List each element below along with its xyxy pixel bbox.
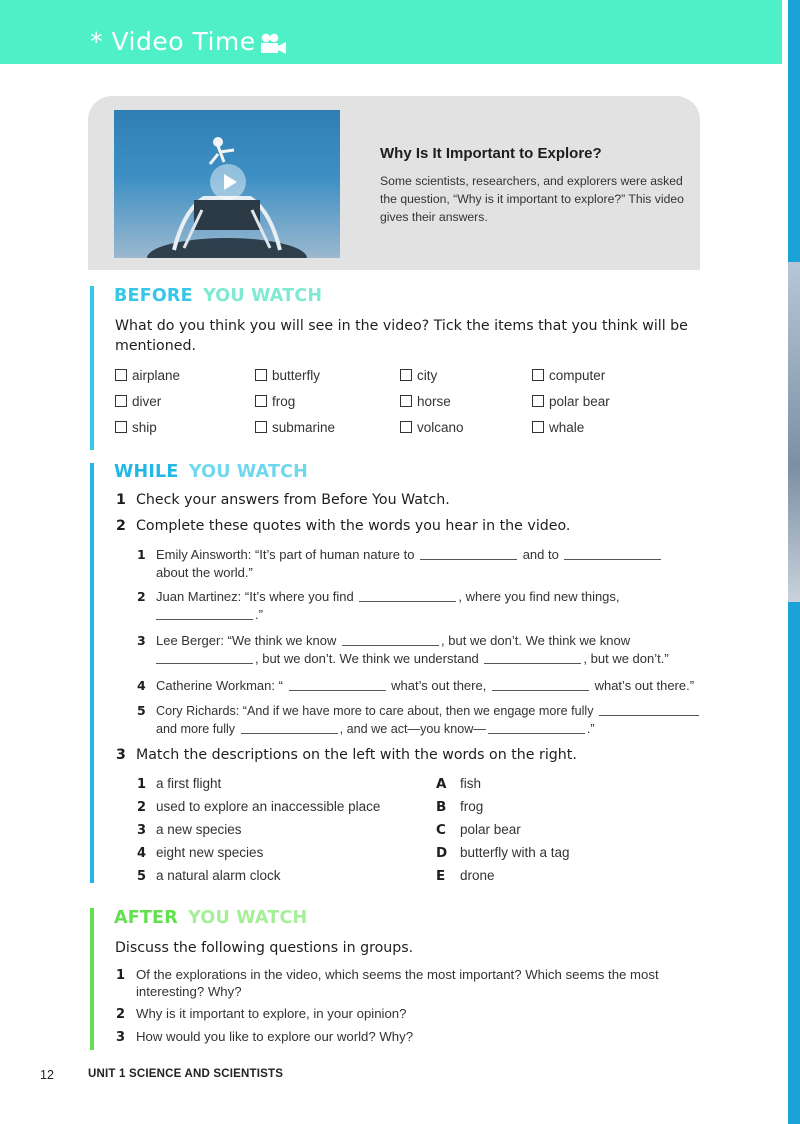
play-button[interactable] (210, 164, 246, 200)
discussion-question: 1 Of the explorations in the video, which seems the most important? Which seems the most interesting? Why? (116, 967, 659, 999)
answer-blank[interactable] (156, 652, 253, 664)
answer-blank[interactable] (241, 722, 338, 734)
before-heading-a: BEFORE (114, 286, 193, 306)
answer-blank[interactable] (420, 548, 517, 560)
checkbox-icon[interactable] (115, 421, 127, 433)
checkbox-item[interactable]: polar bear (532, 394, 610, 409)
checkbox-icon[interactable] (115, 395, 127, 407)
checkbox-icon[interactable] (255, 369, 267, 381)
after-heading (114, 908, 307, 928)
while-heading (114, 462, 308, 482)
edge-photo (788, 262, 800, 602)
quote-item: 2 Juan Martinez: “It’s where you find , where you find new things, .” (137, 589, 620, 622)
answer-blank[interactable] (342, 634, 439, 646)
answer-blank[interactable] (359, 590, 456, 602)
checkbox-item[interactable]: diver (115, 394, 161, 409)
after-heading-b: YOU WATCH (188, 908, 308, 928)
checkbox-item[interactable]: whale (532, 420, 584, 435)
video-description: Some scientists, researchers, and explorers were asked the question, “Why is it important to explore?” This video gives their answers. (380, 174, 684, 224)
answer-blank[interactable] (488, 722, 585, 734)
after-heading-a: AFTER (114, 908, 178, 928)
after-section-bar (90, 908, 94, 1050)
checkbox-icon[interactable] (400, 369, 412, 381)
answer-blank[interactable] (599, 704, 699, 716)
match-right-item: B frog (436, 799, 484, 815)
checkbox-icon[interactable] (400, 395, 412, 407)
page-edge-strip (788, 0, 800, 1124)
checkbox-item[interactable]: frog (255, 394, 295, 409)
page-number: 12 (40, 1068, 54, 1082)
discussion-question: 2 Why is it important to explore, in your opinion? (116, 1006, 407, 1022)
match-right-item: E drone (436, 868, 495, 884)
section-title: * Video Time (90, 27, 256, 56)
video-camera-icon (259, 33, 287, 55)
quote-item: 4 Catherine Workman: “ what’s out there, what’s out there.” (137, 678, 695, 693)
answer-blank[interactable] (564, 548, 661, 560)
checkbox-icon[interactable] (532, 369, 544, 381)
after-instruction: Discuss the following questions in groups. (115, 940, 414, 956)
while-heading-a: WHILE (114, 462, 179, 482)
discussion-question: 3 How would you like to explore our world? Why? (116, 1029, 414, 1045)
while-question-2: 2 Complete these quotes with the words you hear in the video. (116, 518, 571, 534)
match-left-item: 5 a natural alarm clock (137, 868, 281, 884)
match-right-item: D butterfly with a tag (436, 845, 570, 861)
match-right-item: A fish (436, 776, 482, 792)
match-left-item: 4 eight new species (137, 845, 264, 861)
answer-blank[interactable] (484, 652, 581, 664)
while-heading-b: YOU WATCH (188, 462, 309, 482)
match-left-item: 1 a first flight (137, 776, 222, 792)
video-thumbnail[interactable] (114, 110, 340, 258)
before-instruction: What do you think you will see in the video? Tick the items that you think will be mentioned. (115, 318, 688, 354)
checkbox-item[interactable]: volcano (400, 420, 464, 435)
video-title: Why Is It Important to Explore? (380, 145, 602, 162)
while-question-1: 1 Check your answers from Before You Watch. (116, 492, 450, 508)
checkbox-icon[interactable] (532, 421, 544, 433)
before-heading (114, 286, 322, 306)
while-question-3: 3 Match the descriptions on the left with the words on the right. (116, 747, 577, 763)
quote-item: 5 Cory Richards: “And if we have more to care about, then we engage more fully and more fully , and we act—you know— .” (137, 702, 701, 738)
match-right-item: C polar bear (436, 822, 521, 838)
answer-blank[interactable] (492, 679, 589, 691)
match-left-item: 3 a new species (137, 822, 242, 838)
unit-label: UNIT 1 SCIENCE AND SCIENTISTS (88, 1068, 284, 1080)
quote-item: 3 Lee Berger: “We think we know , but we don’t. We think we know , but we don’t. We think we understand , but we don’t.” (137, 633, 669, 666)
checkbox-item[interactable]: horse (400, 394, 451, 409)
checkbox-item[interactable]: airplane (115, 368, 180, 383)
match-left-item: 2 used to explore an inaccessible place (137, 799, 381, 815)
answer-blank[interactable] (156, 608, 253, 620)
answer-blank[interactable] (289, 679, 386, 691)
checkbox-icon[interactable] (115, 369, 127, 381)
before-heading-b: YOU WATCH (203, 286, 323, 306)
while-section-bar (90, 463, 94, 883)
checkbox-item[interactable]: submarine (255, 420, 335, 435)
quote-item: 1 Emily Ainsworth: “It’s part of human nature to and to about the world.” (137, 546, 663, 582)
checkbox-item[interactable]: computer (532, 368, 605, 383)
checkbox-icon[interactable] (400, 421, 412, 433)
checkbox-item[interactable]: butterfly (255, 368, 320, 383)
before-section-bar (90, 286, 94, 450)
checkbox-item[interactable]: ship (115, 420, 157, 435)
checkbox-item[interactable]: city (400, 368, 437, 383)
checkbox-icon[interactable] (255, 421, 267, 433)
checkbox-icon[interactable] (532, 395, 544, 407)
checkbox-icon[interactable] (255, 395, 267, 407)
